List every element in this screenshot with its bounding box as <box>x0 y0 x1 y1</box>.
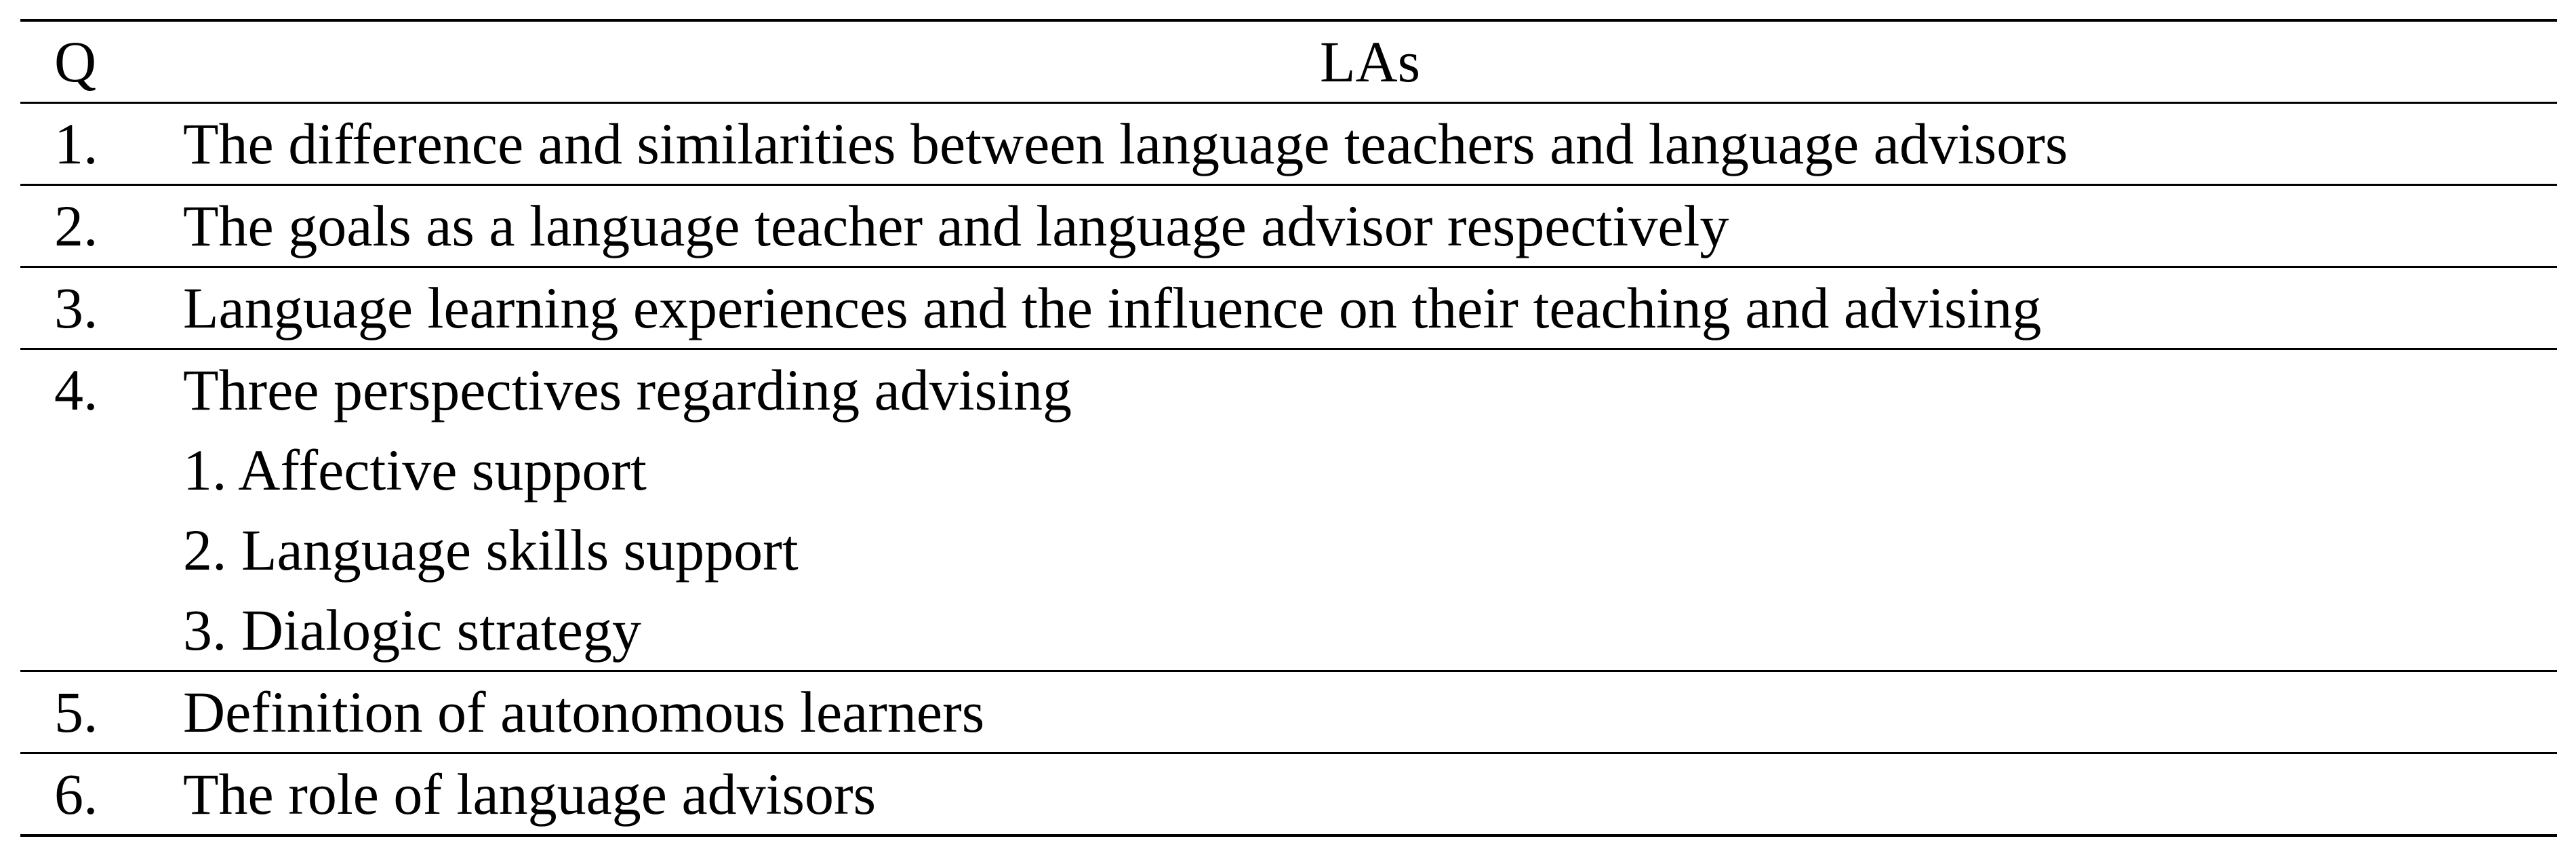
row-number: 1. <box>54 111 98 176</box>
row-number: 4. <box>54 357 98 422</box>
row-text: Three perspectives regarding advising <box>183 357 1072 422</box>
questions-table-container <box>20 19 2557 837</box>
sub-item-dialogic-strategy: 3. Dialogic strategy <box>183 597 641 663</box>
table-row <box>20 185 2557 267</box>
column-header-las: LAs <box>1319 29 1421 94</box>
row-number: 6. <box>54 762 98 827</box>
row-text: Language learning experiences and the influence on their teaching and advising <box>183 275 2042 340</box>
table-row <box>20 103 2557 185</box>
sub-item-language-skills-support: 2. Language skills support <box>183 517 799 583</box>
row-number: 5. <box>54 679 98 745</box>
row-text-with-subitems <box>183 349 2557 671</box>
row-number: 3. <box>54 275 98 340</box>
table-row <box>20 267 2557 349</box>
questions-table <box>20 19 2557 837</box>
sub-item-affective-support: 1. Affective support <box>183 437 647 503</box>
table-row <box>20 671 2557 753</box>
column-header-q: Q <box>54 29 97 94</box>
table-header-row <box>20 20 2557 103</box>
table-row <box>20 349 2557 671</box>
table-row <box>20 753 2557 836</box>
row-text: The goals as a language teacher and language advisor respectively <box>183 193 1729 258</box>
row-number: 2. <box>54 193 98 258</box>
row-text: The role of language advisors <box>183 762 877 827</box>
row-text: Definition of autonomous learners <box>183 679 985 745</box>
row-text: The difference and similarities between language teachers and language advisors <box>183 111 2068 176</box>
